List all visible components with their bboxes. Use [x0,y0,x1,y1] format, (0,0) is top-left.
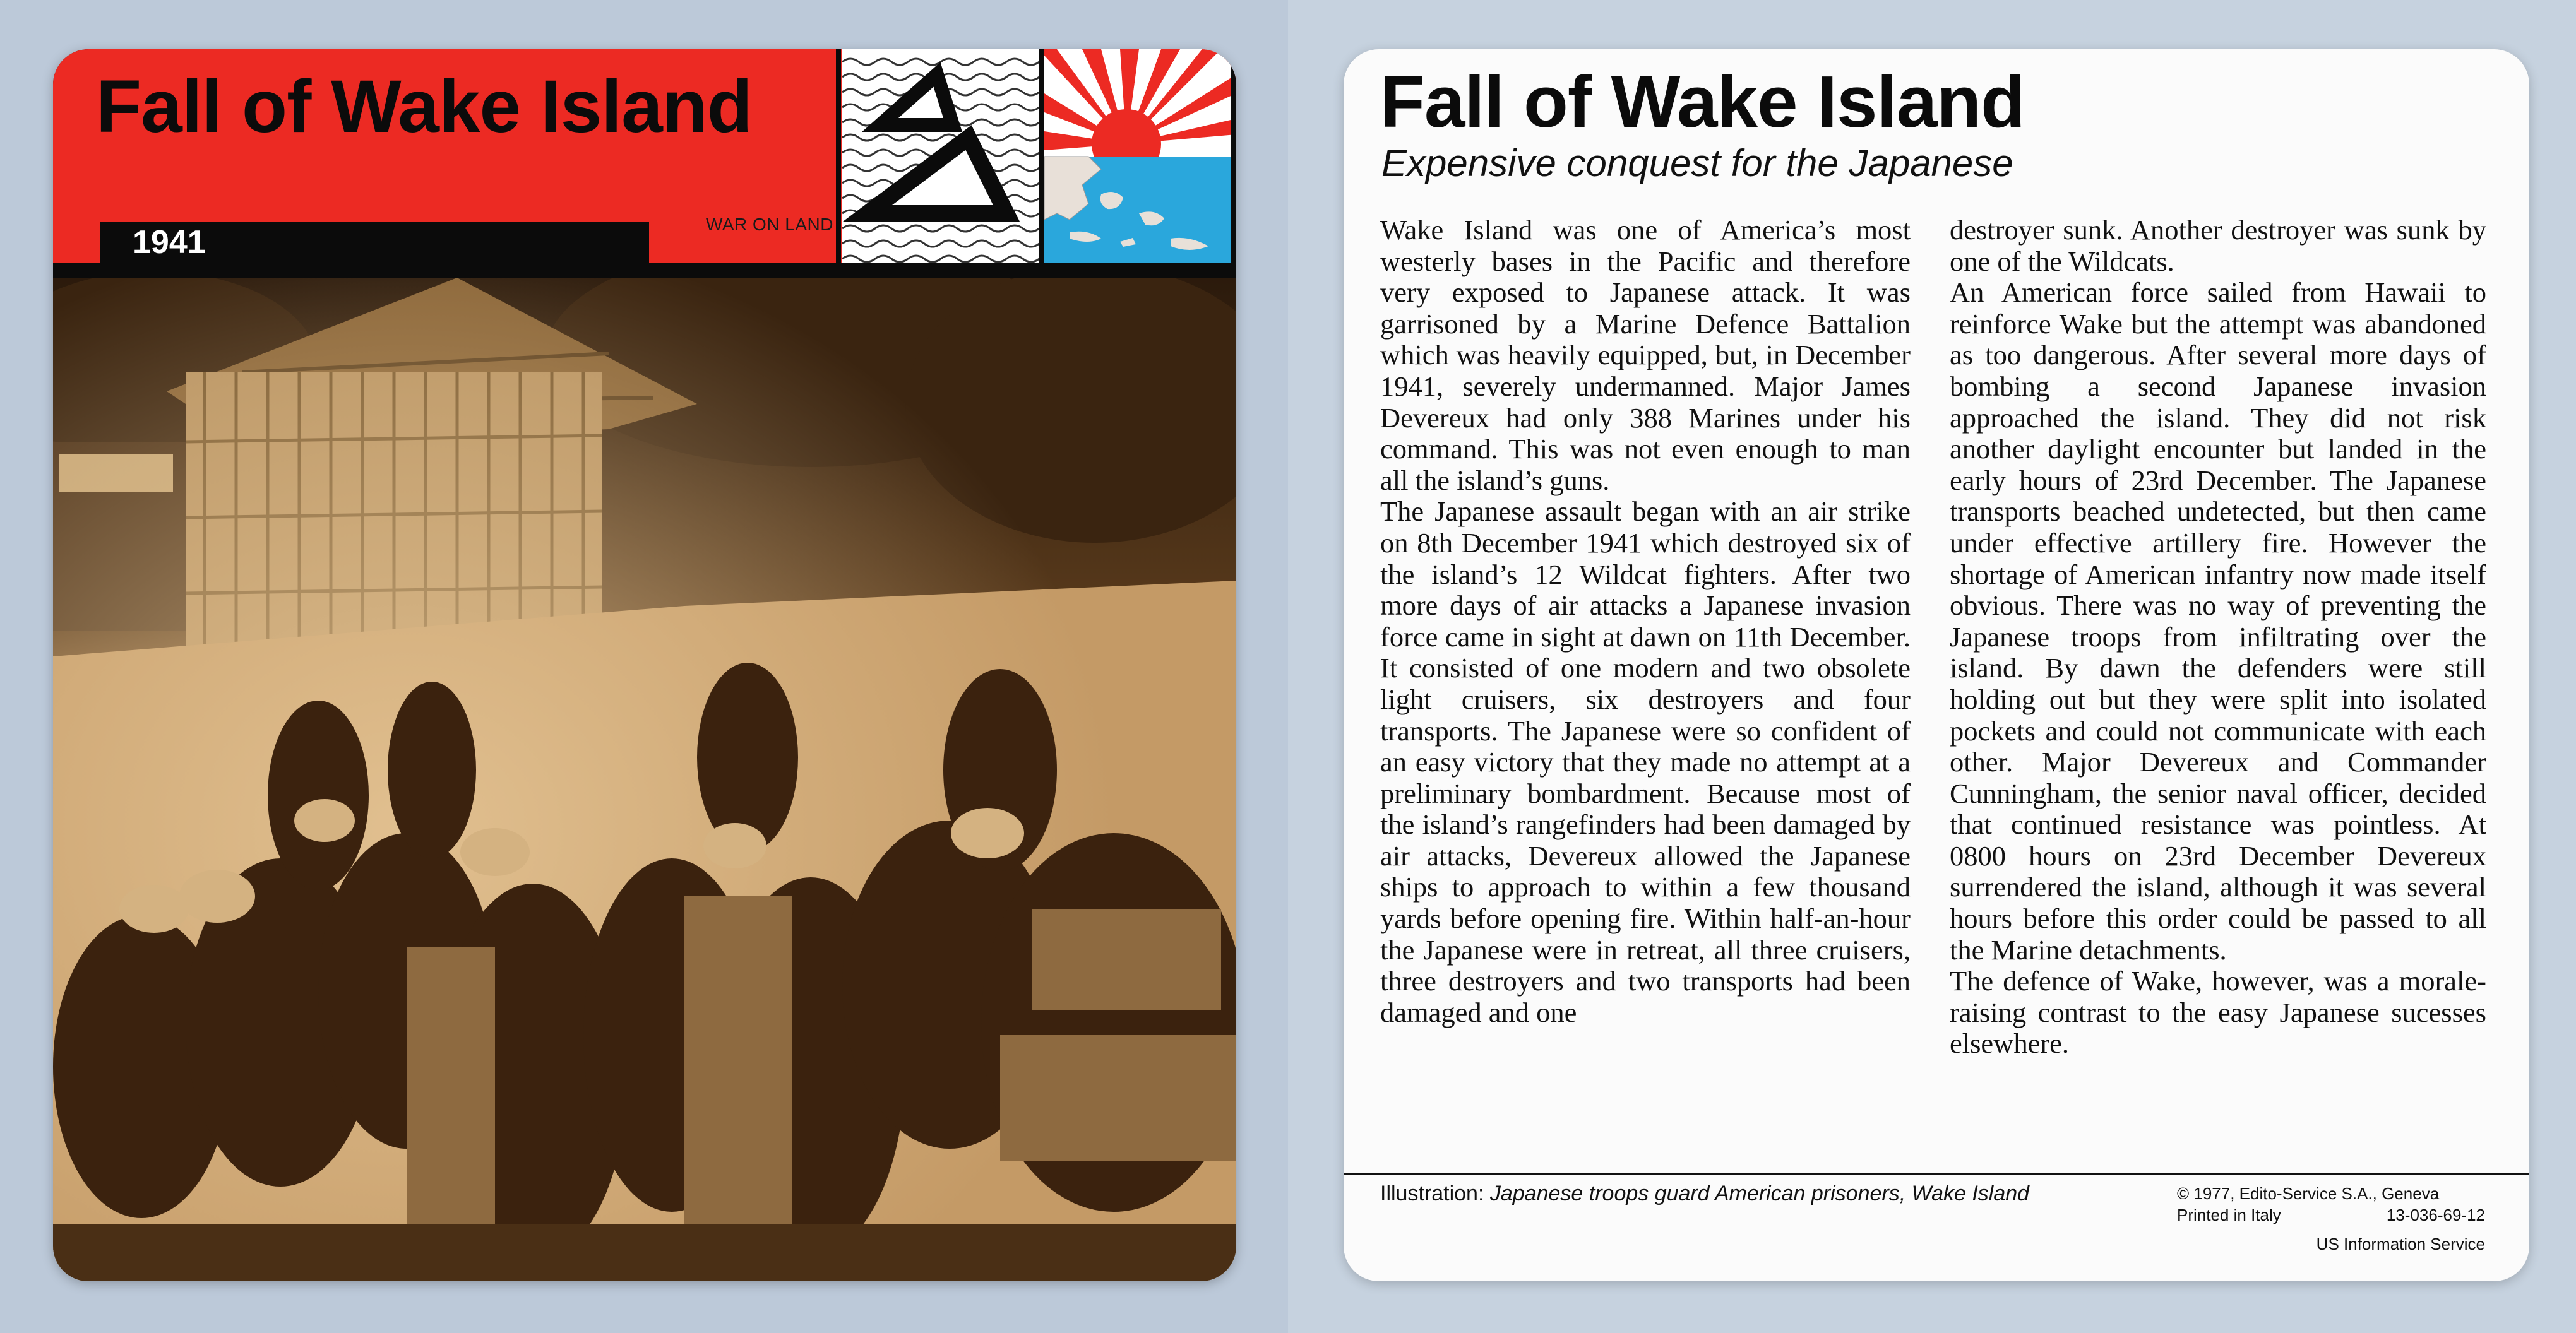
front-photo [53,278,1236,1281]
section-label: WAR ON LAND [705,215,833,234]
copyright-block [2177,1183,2485,1255]
paragraph: Wake Island was one of America’s most westerly bases in the Pacific and therefore very exposed to Japanese attack. It was garrisoned by a Marine Defence Battalion which was heavily equipped, but, in December 1941, severely undermanned. Major James Devereux had only 388 Marines under his command. This was not even enough to man all the island’s guns. [1380,214,1911,496]
paragraph: An American force sailed from Hawaii to reinforce Wake but the attempt was abandoned as too dangerous. After several more days of bombing a second Japanese invasion approached the island. They did not risk another daylight encounter but landed in the early hours of 23rd December. The Japanese transports beached undetected, but then came under effective artillery fire. However the shortage of American infantry now made itself obvious. There was no way of preventing the Japanese troops from infiltrating over the island. By dawn the defenders were still holding out but they were split into isolated pockets and could not communicate with each other. Major Devereux and Commander Cunningham, the senior naval officer, decided that continued resistance was pointless. At 0800 hours on 23rd December Devereux surrendered the island, although it was several hours before this order could be passed to all the Marine detachments. [1950,276,2486,966]
caption-label: Illustration: [1380,1182,1484,1206]
front-title: Fall of Wake Island [96,65,752,148]
paragraph: The Japanese assault began with an air strike on 8th December 1941 which destroyed six of the island’s 12 Wildcat fighters. After two more days of air attacks a Japanese invasion force came in sight at dawn on 11th December. It consisted of one modern and two obsolete light cruisers, six destroyers and four transports. The Japanese were so confident of an easy victory that they made no attempt at a preliminary bombardment. Because most of the island’s rangefinders had been damaged by air attacks, Devereux allowed the Japanese ships to approach to within a few thousand yards before opening fire. Within half-an-hour the Japanese were in retreat, all three cruisers, three destroyers and two transports had been damaged and one [1380,495,1911,1028]
rising-sun-map-icon [1044,49,1236,263]
print-row [2177,1204,2485,1226]
back-title: Fall of Wake Island [1380,61,2025,143]
year-label: 1941 [133,224,206,261]
back-subtitle: Expensive conquest for the Japanese [1381,142,2013,184]
separator-line [836,49,841,263]
card-code: 13-036-69-12 [2386,1206,2485,1224]
text-column-left [1380,215,1911,1028]
caption-text: Japanese troops guard American prisoners, Wake Island [1489,1182,2030,1206]
year-bar [100,222,649,263]
header-bottom-strip [53,263,1236,278]
card-front [53,49,1236,1281]
troops-prisoners-photo [53,278,1236,1281]
footer-rule [1344,1173,2529,1175]
text-column-right [1950,215,2486,1060]
illustration-caption [1380,1180,2075,1207]
separator-line [1039,49,1044,263]
paragraph: destroyer sunk. Another destroyer was sunk by one of the Wildcats. [1950,214,2486,277]
front-header [53,49,1236,263]
war-on-land-symbol [842,49,1039,263]
card-back [1344,49,2529,1281]
copyright-line: © 1977, Edito-Service S.A., Geneva [2177,1184,2440,1203]
japan-flag-map [1044,49,1236,263]
waves-triangles-icon [842,49,1039,263]
image-source: US Information Service [2316,1235,2485,1253]
separator-line [1231,49,1236,263]
paragraph: The defence of Wake, however, was a morale-raising contrast to the easy Japanese sucesses elsewhere. [1950,965,2486,1060]
printed-in: Printed in Italy [2177,1206,2281,1224]
